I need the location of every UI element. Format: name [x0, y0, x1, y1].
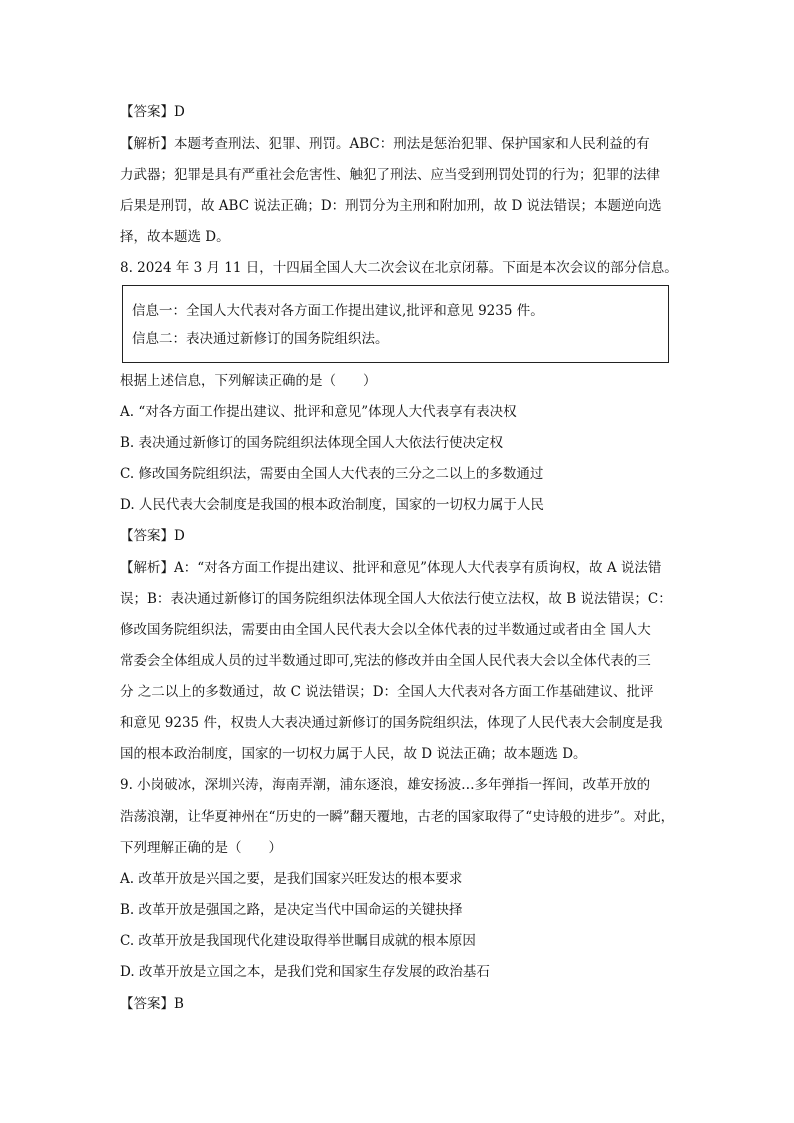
q8-analysis-line-1: 【解析】A：“对各方面工作提出建议、批评和意见”体现人大代表享有质询权，故 A 说法错 [120, 560, 662, 576]
q7-analysis-line-3: 后果是刑罚，故 ABC 说法正确；D：刑罚分为主刑和附加刑，故 D 说法错误；本题逆向选 [120, 198, 662, 214]
q7-analysis-line-1: 【解析】本题考查刑法、犯罪、刑罚。ABC：刑法是惩治犯罪、保护国家和人民利益的有 [120, 136, 650, 152]
q9-stem-line-2: 浩荡浪潮，让华夏神州在“历史的一瞬”翻天覆地，古老的国家取得了“史诗般的进步”。对此， [120, 809, 675, 825]
q9-option-d: D. 改革开放是立国之本，是我们党和国家生存发展的政治基石 [120, 964, 490, 980]
q8-answer: 【答案】D [120, 528, 185, 544]
q8-info-1: 信息一：全国人大代表对各方面工作提出建议,批评和意见 9235 件。 [132, 303, 544, 319]
q8-stem: 8. 2024 年 3 月 11 日，十四届全国人大二次会议在北京闭幕。下面是本次会议的部分信息。 [120, 260, 678, 276]
q7-answer: 【答案】D [120, 104, 185, 120]
q8-analysis-line-2: 误；B：表决通过新修订的国务院组织法体现全国人大依法行使立法权，故 B 说法错误；C： [120, 591, 672, 607]
q8-question: 根据上述信息，下列解读正确的是（ ） [120, 373, 377, 389]
q8-analysis-line-6: 和意见 9235 件，权贵人大表决通过新修订的国务院组织法，体现了人民代表大会制度是我 [120, 715, 663, 731]
q8-analysis-line-3: 修改国务院组织法，需要由由全国人民代表大会以全体代表的过半数通过或者由全 国人大 [120, 622, 651, 638]
q8-option-c: C. 修改国务院组织法，需要由全国人大代表的三分之二以上的多数通过 [120, 466, 544, 482]
q8-analysis-line-5: 分 之二以上的多数通过，故 C 说法错误；D：全国人大代表对各方面工作基础建议、批评 [120, 684, 654, 700]
q8-analysis-line-7: 国的根本政治制度，国家的一切权力属于人民，故 D 说法正确；故本题选 D。 [120, 746, 587, 762]
q9-stem-line-3: 下列理解正确的是（ ） [120, 840, 282, 856]
q9-stem-line-1: 9. 小岗破冰，深圳兴涛，海南弄潮，浦东逐浪，雄安扬波…多年弹指一挥间，改革开放的 [120, 777, 651, 793]
q9-option-a: A. 改革开放是兴国之要，是我们国家兴旺发达的根本要求 [120, 871, 463, 887]
q8-analysis-line-4: 常委会全体组成人员的过半数通过即可,宪法的修改并由全国人民代表大会以全体代表的三 [120, 653, 651, 669]
q8-info-2: 信息二：表决通过新修订的国务院组织法。 [132, 331, 389, 347]
q8-option-d: D. 人民代表大会制度是我国的根本政治制度，国家的一切权力属于人民 [120, 497, 544, 513]
q8-option-a: A. “对各方面工作提出建议、批评和意见”体现人大代表享有表决权 [120, 404, 517, 420]
q9-option-b: B. 改革开放是强国之路，是决定当代中国命运的关键抉择 [120, 902, 463, 918]
q9-option-c: C. 改革开放是我国现代化建设取得举世瞩目成就的根本原因 [120, 933, 476, 949]
q9-answer: 【答案】B [120, 996, 184, 1012]
q7-analysis-line-4: 择，故本题选 D。 [120, 229, 230, 245]
q8-info-box [122, 285, 669, 363]
q8-option-b: B. 表决通过新修订的国务院组织法体现全国人大依法行使决定权 [120, 435, 504, 451]
q7-analysis-line-2: 力武器；犯罪是具有严重社会危害性、触犯了刑法、应当受到刑罚处罚的行为；犯罪的法律 [120, 167, 660, 183]
